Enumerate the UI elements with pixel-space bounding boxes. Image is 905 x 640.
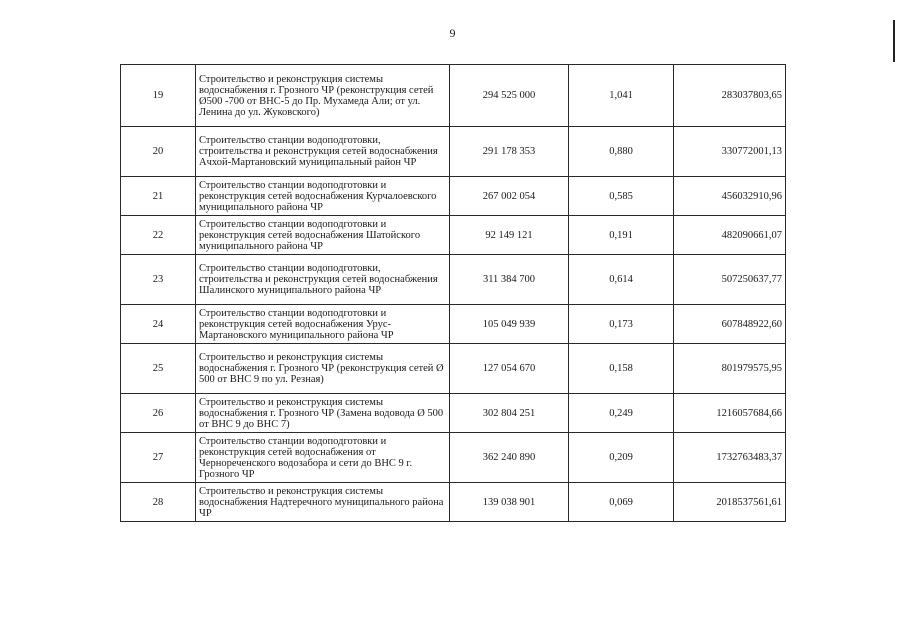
table-row [121, 216, 786, 255]
project-name-cell: Строительство станции водоподготовки, строительства и реконструкция сетей водоснабжения Ачхой-Мартановский муниципальный район ЧР [196, 127, 450, 177]
project-cost-cell: 92 149 121 [450, 216, 569, 255]
project-cost-cell: 294 525 000 [450, 65, 569, 127]
table-row [121, 394, 786, 433]
coefficient-cell: 0,158 [569, 344, 674, 394]
project-cost-cell: 105 049 939 [450, 305, 569, 344]
coefficient-cell: 0,209 [569, 433, 674, 483]
project-cost-cell: 302 804 251 [450, 394, 569, 433]
projects-table [120, 64, 786, 522]
project-cost-cell: 267 002 054 [450, 177, 569, 216]
project-cost-cell: 291 178 353 [450, 127, 569, 177]
row-number-cell: 27 [121, 433, 196, 483]
table-row [121, 65, 786, 127]
project-name-cell: Строительство и реконструкция системы водоснабжения Надтеречного муниципального района ЧР [196, 483, 450, 522]
indicator-value-cell: 330772001,13 [674, 127, 786, 177]
page-number: 9 [449, 26, 456, 40]
row-number-cell: 21 [121, 177, 196, 216]
indicator-value-cell: 801979575,95 [674, 344, 786, 394]
row-number-cell: 24 [121, 305, 196, 344]
scan-edge-mark [893, 20, 895, 62]
coefficient-cell: 0,173 [569, 305, 674, 344]
row-number-cell: 20 [121, 127, 196, 177]
coefficient-cell: 0,585 [569, 177, 674, 216]
coefficient-cell: 1,041 [569, 65, 674, 127]
project-cost-cell: 127 054 670 [450, 344, 569, 394]
indicator-value-cell: 2018537561,61 [674, 483, 786, 522]
project-name-cell: Строительство станции водоподготовки, строительства и реконструкция сетей водоснабжения Шалинского муниципального района ЧР [196, 255, 450, 305]
table-row [121, 305, 786, 344]
projects-table-body [121, 65, 786, 522]
row-number-cell: 25 [121, 344, 196, 394]
project-name-cell: Строительство и реконструкция системы водоснабжения г. Грозного ЧР (реконструкция сетей Ø500 -700 от ВНС-5 до Пр. Мухамеда Али; от ул. Ленина до ул. Жуковского) [196, 65, 450, 127]
table-row [121, 344, 786, 394]
project-name-cell: Строительство станции водоподготовки и реконструкция сетей водоснабжения Урус-Мартановского муниципального района ЧР [196, 305, 450, 344]
coefficient-cell: 0,191 [569, 216, 674, 255]
project-name-cell: Строительство станции водоподготовки и реконструкция сетей водоснабжения Курчалоевского муниципального района ЧР [196, 177, 450, 216]
coefficient-cell: 0,249 [569, 394, 674, 433]
row-number-cell: 23 [121, 255, 196, 305]
row-number-cell: 22 [121, 216, 196, 255]
project-name-cell: Строительство и реконструкция системы водоснабжения г. Грозного ЧР (реконструкция сетей Ø 500 от ВНС 9 по ул. Резная) [196, 344, 450, 394]
indicator-value-cell: 456032910,96 [674, 177, 786, 216]
indicator-value-cell: 607848922,60 [674, 305, 786, 344]
table-row [121, 433, 786, 483]
project-cost-cell: 311 384 700 [450, 255, 569, 305]
coefficient-cell: 0,069 [569, 483, 674, 522]
row-number-cell: 28 [121, 483, 196, 522]
indicator-value-cell: 482090661,07 [674, 216, 786, 255]
project-name-cell: Строительство станции водоподготовки и реконструкция сетей водоснабжения от Чернореченского водозабора и сети до ВНС 9 г. Грозного ЧР [196, 433, 450, 483]
indicator-value-cell: 1732763483,37 [674, 433, 786, 483]
project-name-cell: Строительство и реконструкция системы водоснабжения г. Грозного ЧР (Замена водовода Ø 500 от ВНС 9 до ВНС 7) [196, 394, 450, 433]
row-number-cell: 26 [121, 394, 196, 433]
indicator-value-cell: 1216057684,66 [674, 394, 786, 433]
project-name-cell: Строительство станции водоподготовки и реконструкция сетей водоснабжения Шатойского муниципального района ЧР [196, 216, 450, 255]
project-cost-cell: 139 038 901 [450, 483, 569, 522]
table-row [121, 483, 786, 522]
indicator-value-cell: 507250637,77 [674, 255, 786, 305]
table-row [121, 127, 786, 177]
row-number-cell: 19 [121, 65, 196, 127]
coefficient-cell: 0,614 [569, 255, 674, 305]
table-row [121, 255, 786, 305]
table-row [121, 177, 786, 216]
project-cost-cell: 362 240 890 [450, 433, 569, 483]
coefficient-cell: 0,880 [569, 127, 674, 177]
indicator-value-cell: 283037803,65 [674, 65, 786, 127]
